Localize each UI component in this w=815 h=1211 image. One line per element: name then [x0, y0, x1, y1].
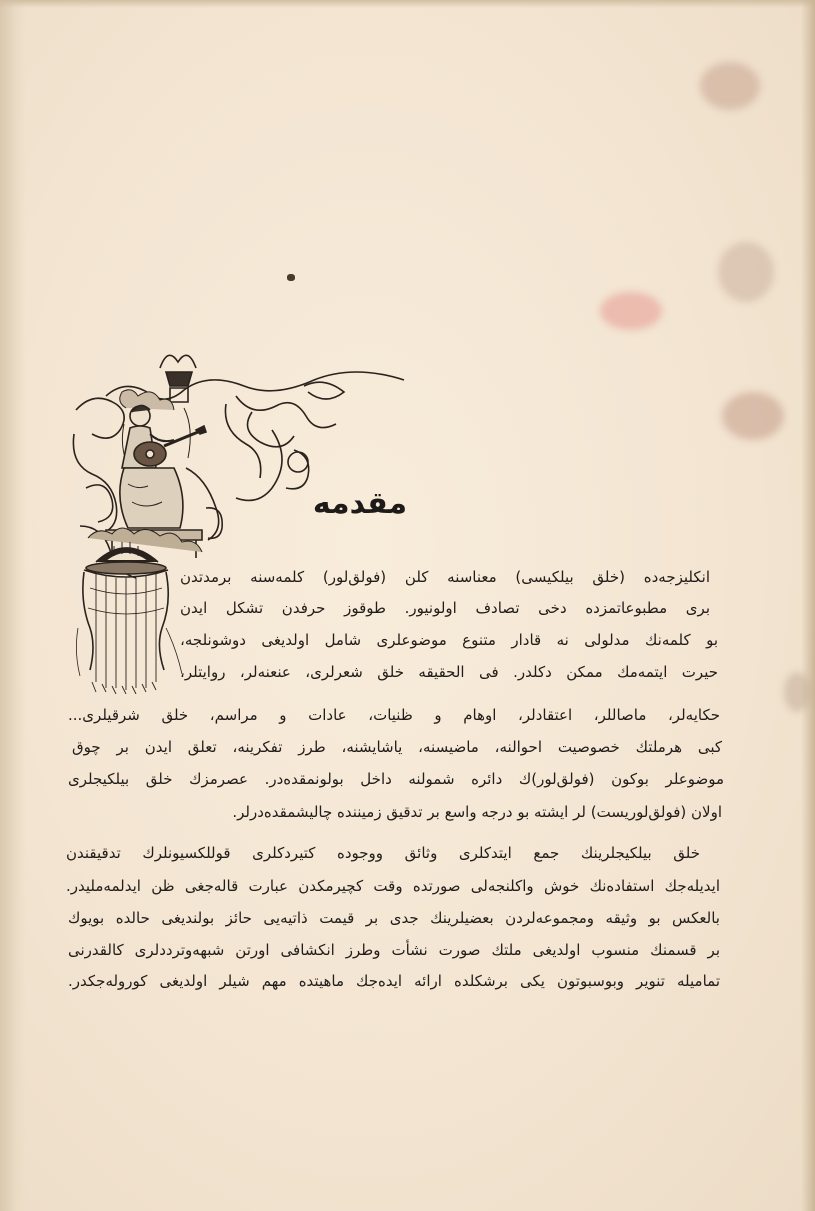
- text-line: حکایه‌لر، ماصاللر، اعتقادلر، اوهام و ظنیات، عادات و مراسم، خلق شرقیلری...: [68, 706, 720, 724]
- text-line: تمامیله تنویر وبوسبوتون یکی برشکلده ارائه ایده‌جك ماهیتده مهم شیلر اولدیغی کوروله‌جکدر.: [68, 972, 720, 990]
- text-line: بالعکس بو وثیقه ومجموعه‌لردن بعضیلرینك جدی بر قیمت ذاتیه‌یی حائز بولندیغی حالده بویوك: [68, 909, 720, 927]
- text-line: ایدیله‌جك استفاده‌نك خوش واکلنجه‌لی صورتده وقت کچیرمکدن عبارت قاله‌جغی ظن ایدلمه‌ملیدر.: [66, 877, 720, 895]
- page-title: مقدمه: [312, 486, 408, 521]
- text-line: حیرت ایتمه‌مك ممكن دکلدر. فی الحقیقه خلق شعرلری، عنعنه‌لر، روایتلر،: [180, 663, 718, 681]
- text-line: موضوعلر بوکون (فولق‌لور)ك دائره شمولنه داخل بولونمقده‌در. عصرمزك خلق بیلکیجلری: [68, 770, 724, 788]
- text-line: کبی هرملتك خصوصیت احوالنه، ماضیسنه، یاشایشنه، طرز تفکرینه، تعلق ایدن بر چوق: [72, 738, 722, 756]
- text-line: بری مطبوعاتمزده دخی تصادف اولونیور. طوقوز حرفدن تشکل ایدن: [180, 599, 710, 617]
- text-line: اولان (فولق‌لوریست) لر ایشته بو درجه واسع بر تدقیق زمیننده چالیشمقده‌درلر.: [232, 803, 722, 821]
- text-line: بو کلمه‌نك مدلولی نه قادار متنوع موضوعلری شامل اولدیغی دوشونلجه،: [180, 631, 718, 649]
- text-line: بر قسمنك منسوب اولدیغی ملتك صورت نشأت وطرز انکشافی اورتن شبهه‌وترددلری کالقدرنی: [68, 941, 720, 959]
- text-line: خلق بیلکیجلرینك جمع ایتدکلری وثائق ووجوده کتیردکلری قوللکسیونلرك تدقیقندن: [66, 844, 700, 862]
- text-line: انکلیزجه‌ده (خلق بیلکیسی) معناسنه کلن (فولق‌لور) کلمه‌سنه برمدتدن: [180, 568, 710, 586]
